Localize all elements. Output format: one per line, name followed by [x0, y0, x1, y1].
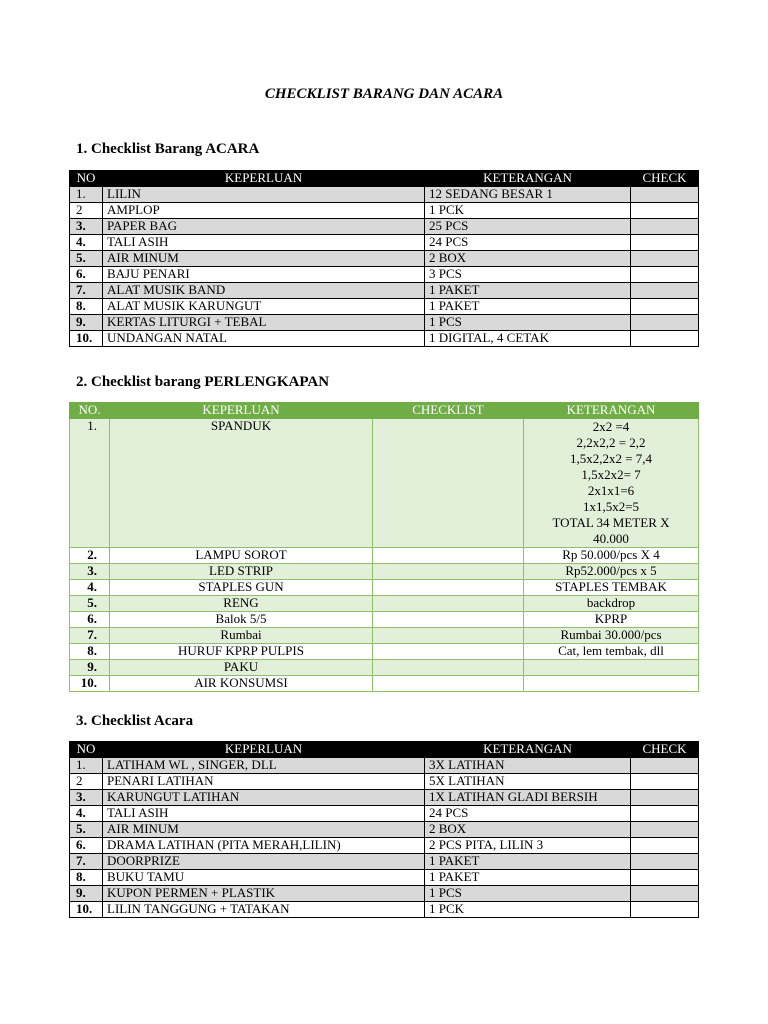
row-keterangan: 1 PAKET [425, 854, 631, 870]
row-keterangan: 24 PCS [425, 235, 631, 251]
row-keterangan: 24 PCS [425, 806, 631, 822]
row-keterangan: 3 PCS [425, 267, 631, 283]
table-row [70, 886, 699, 902]
row-keterangan: STAPLES TEMBAK [524, 580, 699, 596]
table-header-row [70, 403, 699, 419]
table-row [70, 331, 699, 347]
row-checklist-cell[interactable] [373, 660, 524, 676]
row-keperluan: DOORPRIZE [103, 854, 425, 870]
row-check-cell[interactable] [631, 251, 699, 267]
row-keperluan: RENG [110, 596, 373, 612]
row-number: 4. [70, 806, 103, 822]
row-keterangan: 1 PAKET [425, 283, 631, 299]
row-check-cell[interactable] [631, 822, 699, 838]
spanduk-calc-line: 40.000 [593, 531, 629, 546]
header-check: CHECK [631, 742, 699, 758]
spanduk-calc-line: 1,5x2x2= 7 [581, 467, 641, 482]
table-row [70, 660, 699, 676]
row-keperluan: AIR MINUM [103, 251, 425, 267]
row-number: 8. [70, 299, 103, 315]
table-row [70, 902, 699, 918]
header-check: CHECK [631, 171, 699, 187]
header-keterangan: KETERANGAN [425, 171, 631, 187]
row-number: 8. [70, 870, 103, 886]
row-keperluan: AIR KONSUMSI [110, 676, 373, 692]
header-no: NO [70, 742, 103, 758]
row-check-cell[interactable] [631, 806, 699, 822]
section-1-heading [76, 141, 259, 158]
row-keperluan: LILIN TANGGUNG + TATAKAN [103, 902, 425, 918]
row-checklist-cell[interactable] [373, 596, 524, 612]
row-keterangan: 1 PCS [425, 886, 631, 902]
row-check-cell[interactable] [631, 886, 699, 902]
row-check-cell[interactable] [631, 838, 699, 854]
row-check-cell[interactable] [631, 187, 699, 203]
spanduk-calc-line: 2x1x1=6 [587, 483, 635, 498]
table-row [70, 283, 699, 299]
header-keterangan: KETERANGAN [524, 403, 699, 419]
spanduk-calc-line: 2x2 =4 [592, 419, 630, 434]
row-keperluan: STAPLES GUN [110, 580, 373, 596]
row-number: 5. [70, 822, 103, 838]
table-row [70, 299, 699, 315]
row-keperluan: TALI ASIH [103, 806, 425, 822]
table-row [70, 612, 699, 628]
row-keterangan: 1 PCK [425, 902, 631, 918]
row-keperluan: AMPLOP [103, 203, 425, 219]
row-check-cell[interactable] [631, 219, 699, 235]
table-row [70, 315, 699, 331]
row-number: 5. [70, 251, 103, 267]
row-number: 4. [70, 580, 110, 596]
spanduk-calc-line: 2,2x2,2 = 2,2 [576, 435, 646, 450]
row-check-cell[interactable] [631, 267, 699, 283]
table-row [70, 203, 699, 219]
section-2-heading-prefix: 2. Checklist barang [76, 374, 205, 390]
table-row [70, 854, 699, 870]
spanduk-calc-line: TOTAL 34 METER X [552, 515, 670, 530]
row-keperluan: KERTAS LITURGI + TEBAL [103, 315, 425, 331]
row-number: 6. [70, 838, 103, 854]
row-number: 1. [70, 187, 103, 203]
table-row [70, 564, 699, 580]
row-keperluan: PAPER BAG [103, 219, 425, 235]
row-keperluan: HURUF KPRP PULPIS [110, 644, 373, 660]
table-row [70, 806, 699, 822]
row-checklist-cell[interactable] [373, 612, 524, 628]
table-row [70, 596, 699, 612]
row-keterangan: 1 PAKET [425, 870, 631, 886]
row-keterangan: 1 PCS [425, 315, 631, 331]
row-check-cell[interactable] [631, 854, 699, 870]
row-check-cell[interactable] [631, 902, 699, 918]
row-checklist-cell[interactable] [373, 564, 524, 580]
section-2-heading [76, 374, 329, 391]
table-row [70, 235, 699, 251]
row-keterangan: 1 PCK [425, 203, 631, 219]
row-check-cell[interactable] [631, 758, 699, 774]
row-keterangan: KPRP [524, 612, 699, 628]
row-keperluan: AIR MINUM [103, 822, 425, 838]
row-keterangan [524, 676, 699, 692]
row-keperluan: TALI ASIH [103, 235, 425, 251]
row-keterangan: 2 BOX [425, 822, 631, 838]
row-check-cell[interactable] [631, 870, 699, 886]
row-keterangan [524, 419, 699, 548]
row-keterangan: Rumbai 30.000/pcs [524, 628, 699, 644]
row-number: 1. [70, 758, 103, 774]
table-header-row [70, 171, 699, 187]
row-checklist-cell[interactable] [373, 419, 524, 548]
row-check-cell[interactable] [631, 774, 699, 790]
row-keperluan: ALAT MUSIK KARUNGUT [103, 299, 425, 315]
row-keperluan: PENARI LATIHAN [103, 774, 425, 790]
table-row [70, 822, 699, 838]
row-checklist-cell[interactable] [373, 548, 524, 564]
table-row [70, 219, 699, 235]
section-3-heading: 3. Checklist Acara [76, 713, 194, 729]
row-keperluan: ALAT MUSIK BAND [103, 283, 425, 299]
table-row [70, 419, 699, 548]
table-header-row [70, 742, 699, 758]
row-keperluan: UNDANGAN NATAL [103, 331, 425, 347]
table-row [70, 628, 699, 644]
table-row [70, 187, 699, 203]
row-keterangan: 5X LATIHAN [425, 774, 631, 790]
table-row [70, 580, 699, 596]
row-checklist-cell[interactable] [373, 644, 524, 660]
row-check-cell[interactable] [631, 299, 699, 315]
table-row [70, 267, 699, 283]
row-keperluan: LED STRIP [110, 564, 373, 580]
table-row [70, 838, 699, 854]
row-number: 9. [70, 660, 110, 676]
row-keterangan: 2 PCS PITA, LILIN 3 [425, 838, 631, 854]
row-keterangan [524, 660, 699, 676]
row-checklist-cell[interactable] [373, 580, 524, 596]
row-keperluan: DRAMA LATIHAN (PITA MERAH,LILIN) [103, 838, 425, 854]
row-keterangan: 1X LATIHAN GLADI BERSIH [425, 790, 631, 806]
section-1-heading-strong: ACARA [205, 141, 260, 157]
row-check-cell[interactable] [631, 790, 699, 806]
row-check-cell[interactable] [631, 283, 699, 299]
checklist-acara-table [69, 741, 699, 918]
row-number: 9. [70, 315, 103, 331]
table-row [70, 870, 699, 886]
row-check-cell[interactable] [631, 331, 699, 347]
row-number: 3. [70, 564, 110, 580]
row-keperluan: KUPON PERMEN + PLASTIK [103, 886, 425, 902]
row-keperluan: LAMPU SOROT [110, 548, 373, 564]
document-title: CHECKLIST BARANG DAN ACARA [264, 86, 504, 102]
table-row [70, 790, 699, 806]
table-row [70, 548, 699, 564]
row-keperluan: SPANDUK [110, 419, 373, 548]
row-number: 9. [70, 886, 103, 902]
table-row [70, 251, 699, 267]
header-no: NO. [70, 403, 110, 419]
row-keperluan: LATIHAM WL , SINGER, DLL [103, 758, 425, 774]
row-checklist-cell[interactable] [373, 676, 524, 692]
row-keterangan: 2 BOX [425, 251, 631, 267]
row-keterangan: 1 PAKET [425, 299, 631, 315]
row-keperluan: Rumbai [110, 628, 373, 644]
table-row [70, 644, 699, 660]
row-keperluan: KARUNGUT LATIHAN [103, 790, 425, 806]
row-keperluan: BUKU TAMU [103, 870, 425, 886]
row-keterangan: Rp52.000/pcs x 5 [524, 564, 699, 580]
row-keperluan: LILIN [103, 187, 425, 203]
row-check-cell[interactable] [631, 203, 699, 219]
row-number: 2 [70, 203, 103, 219]
section-2-heading-strong: PERLENGKAPAN [204, 374, 330, 390]
table-row [70, 758, 699, 774]
spanduk-calc-line: 1,5x2,2x2 = 7,4 [569, 451, 653, 466]
row-keperluan: Balok 5/5 [110, 612, 373, 628]
row-number: 6. [70, 612, 110, 628]
row-number: 7. [70, 854, 103, 870]
row-number: 7. [70, 283, 103, 299]
row-number: 5. [70, 596, 110, 612]
header-keperluan: KEPERLUAN [103, 171, 425, 187]
header-checklist: CHECKLIST [373, 403, 524, 419]
header-keperluan: KEPERLUAN [103, 742, 425, 758]
row-keperluan: PAKU [110, 660, 373, 676]
header-no: NO [70, 171, 103, 187]
row-number: 8. [70, 644, 110, 660]
row-keterangan: 25 PCS [425, 219, 631, 235]
checklist-barang-acara-table [69, 170, 699, 347]
section-1-heading-prefix: 1. Checklist Barang [76, 141, 206, 157]
row-number: 4. [70, 235, 103, 251]
row-number: 3. [70, 790, 103, 806]
row-keterangan: Rp 50.000/pcs X 4 [524, 548, 699, 564]
row-keterangan: backdrop [524, 596, 699, 612]
row-keterangan: 3X LATIHAN [425, 758, 631, 774]
row-keterangan: 1 DIGITAL, 4 CETAK [425, 331, 631, 347]
row-number: 2. [70, 548, 110, 564]
spanduk-calc-line: 1x1,5x2=5 [582, 499, 640, 514]
checklist-perlengkapan-table [69, 402, 699, 692]
row-keperluan: BAJU PENARI [103, 267, 425, 283]
table-row [70, 676, 699, 692]
row-keterangan: Cat, lem tembak, dll [524, 644, 699, 660]
header-keperluan: KEPERLUAN [110, 403, 373, 419]
row-number: 2 [70, 774, 103, 790]
header-keterangan: KETERANGAN [425, 742, 631, 758]
row-number: 10. [70, 902, 103, 918]
row-number: 3. [70, 219, 103, 235]
row-check-cell[interactable] [631, 235, 699, 251]
row-number: 1. [70, 419, 110, 548]
row-number: 6. [70, 267, 103, 283]
row-keterangan: 12 SEDANG BESAR 1 [425, 187, 631, 203]
row-number: 7. [70, 628, 110, 644]
row-number: 10. [70, 676, 110, 692]
table-row [70, 774, 699, 790]
row-checklist-cell[interactable] [373, 628, 524, 644]
row-number: 10. [70, 331, 103, 347]
row-check-cell[interactable] [631, 315, 699, 331]
